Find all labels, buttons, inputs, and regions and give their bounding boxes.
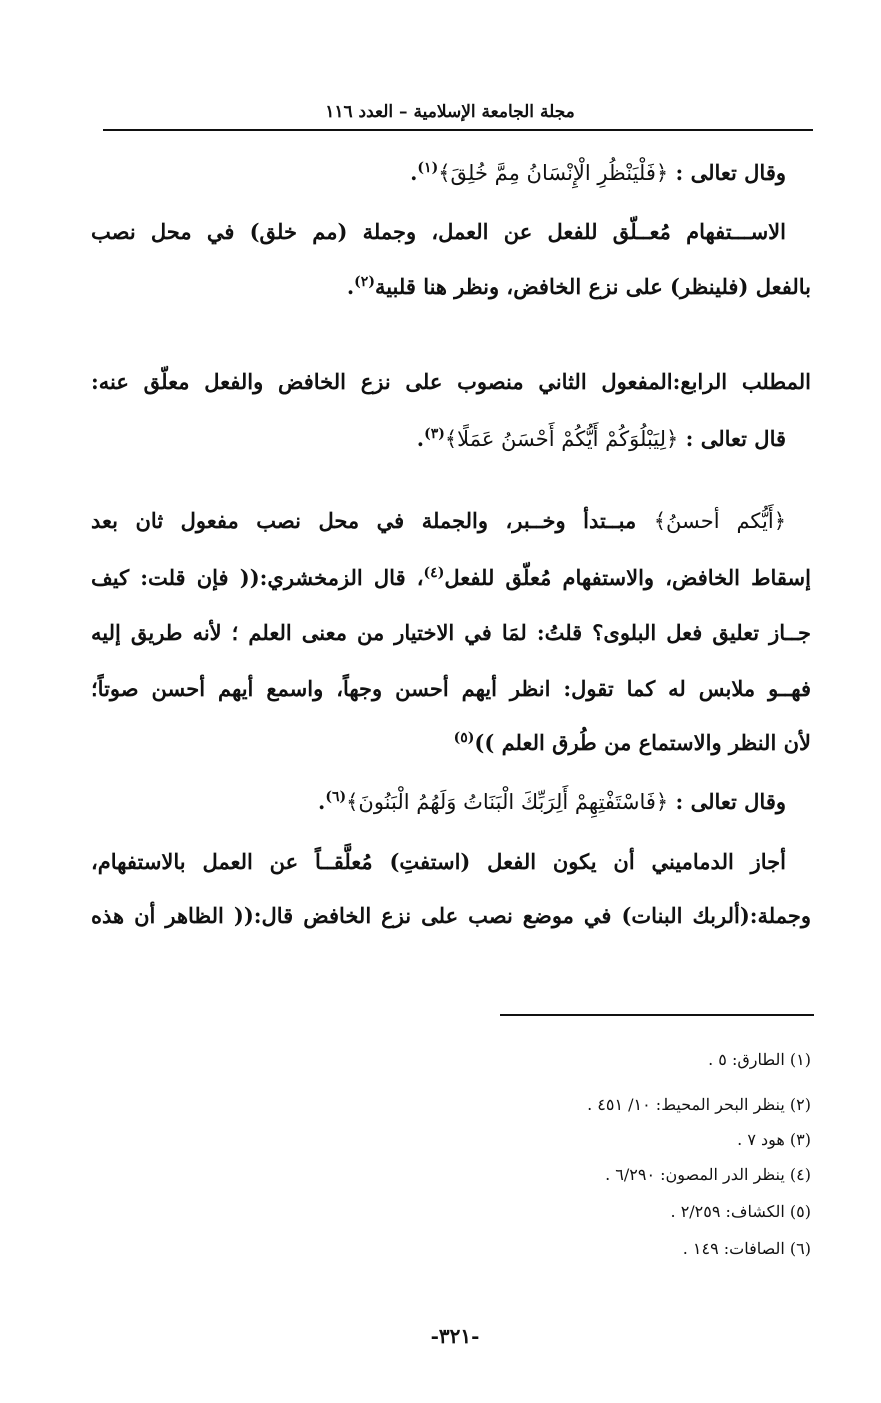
footnote-2: (٢) ينظر البحر المحيط: ١٠/ ٤٥١ . (587, 1095, 811, 1114)
footnote-4: (٤) ينظر الدر المصون: ٦/٢٩٠ . (605, 1165, 811, 1184)
body-text: إسقاط الخافض، والاستفهام مُعلّق للفعل (444, 565, 811, 590)
body-line: الاســـتفهام مُعــلّق للفعل عن العمل، وجملة (مم خلق) في محل نصب (91, 219, 786, 244)
body-text: ، قال الزمخشري:(( فإن قلت: كيف (91, 565, 424, 590)
quran-phrase: ﴿أَيُّكم أحسنُ﴾ (653, 509, 786, 533)
body-line: وجملة:(ألربك البنات) في موضع نصب على نزع الخافض قال:(( الظاهر أن هذه (91, 903, 811, 928)
body-line (91, 272, 811, 302)
punctuation: . (346, 274, 355, 299)
footnote-ref: (٦) (325, 789, 347, 805)
body-text: مبــتدأ وخــبر، والجملة في محل نصب مفعول ثان بعد (91, 508, 654, 533)
footnote-ref: (٢) (354, 274, 375, 290)
header-rule (103, 129, 813, 131)
body-line (91, 563, 811, 593)
footnote-ref: (٣) (424, 426, 445, 442)
body-text: لأن النظر والاستماع من طُرق العلم )) (474, 730, 811, 755)
footnote-3: (٣) هود ٧ . (737, 1130, 811, 1149)
footnote-ref: (١) (417, 160, 439, 176)
verse-intro: وقال تعالى : (668, 160, 786, 185)
body-text: بالفعل (فلينظر) على نزع الخافض، ونظر هنا قلبية (374, 274, 811, 299)
footnote-ref: (٥) (453, 730, 475, 746)
footnote-5: (٥) الكشاف: ٢/٢٥٩ . (670, 1202, 811, 1221)
footnote-6: (٦) الصافات: ١٤٩ . (682, 1239, 811, 1258)
verse-line-3 (91, 787, 786, 817)
quran-verse: ﴿لِيَبْلُوَكُمْ أَيُّكُمْ أَحْسَنُ عَمَلًا﴾ (444, 427, 679, 451)
verse-line-2 (91, 424, 786, 454)
punctuation: . (410, 160, 418, 185)
body-line: جــاز تعليق فعل البلوى؟ قلتُ: لمَا في الاختيار من معنى العلم ؛ لأنه طريق إليه (91, 620, 811, 645)
footnote-ref: (٤) (423, 565, 445, 581)
page-number: -٣٢١- (430, 1324, 480, 1348)
punctuation: . (318, 789, 326, 814)
quran-verse: ﴿فَاسْتَفْتِهِمْ أَلِرَبِّكَ الْبَنَاتُ وَلَهُمُ الْبَنُونَ﴾ (346, 790, 669, 814)
footnote-1: (١) الطارق: ٥ . (708, 1050, 811, 1069)
footnote-rule (500, 1014, 814, 1016)
verse-intro: وقال تعالى : (668, 789, 786, 814)
body-line: أجاز الدماميني أن يكون الفعل (استفتِ) مُعلَّقــاً عن العمل بالاستفهام، (91, 849, 786, 874)
section-heading: المطلب الرابع:المفعول الثاني منصوب على نزع الخافض والفعل معلّق عنه: (91, 369, 811, 394)
verse-line-1 (91, 158, 786, 188)
body-line (91, 506, 786, 536)
body-line: فهــو ملابس له كما تقول: انظر أيهم أحسن وجهاً، واسمع أيهم أحسن صوتاً؛ (91, 676, 811, 701)
verse-intro: قال تعالى : (678, 426, 786, 451)
punctuation: . (416, 426, 425, 451)
quran-verse: ﴿فَلْيَنْظُرِ الْإِنْسَانُ مِمَّ خُلِقَ﴾ (438, 161, 669, 185)
running-header: مجلة الجامعة الإسلامية – العدد ١١٦ (325, 102, 575, 122)
body-line (91, 728, 811, 758)
